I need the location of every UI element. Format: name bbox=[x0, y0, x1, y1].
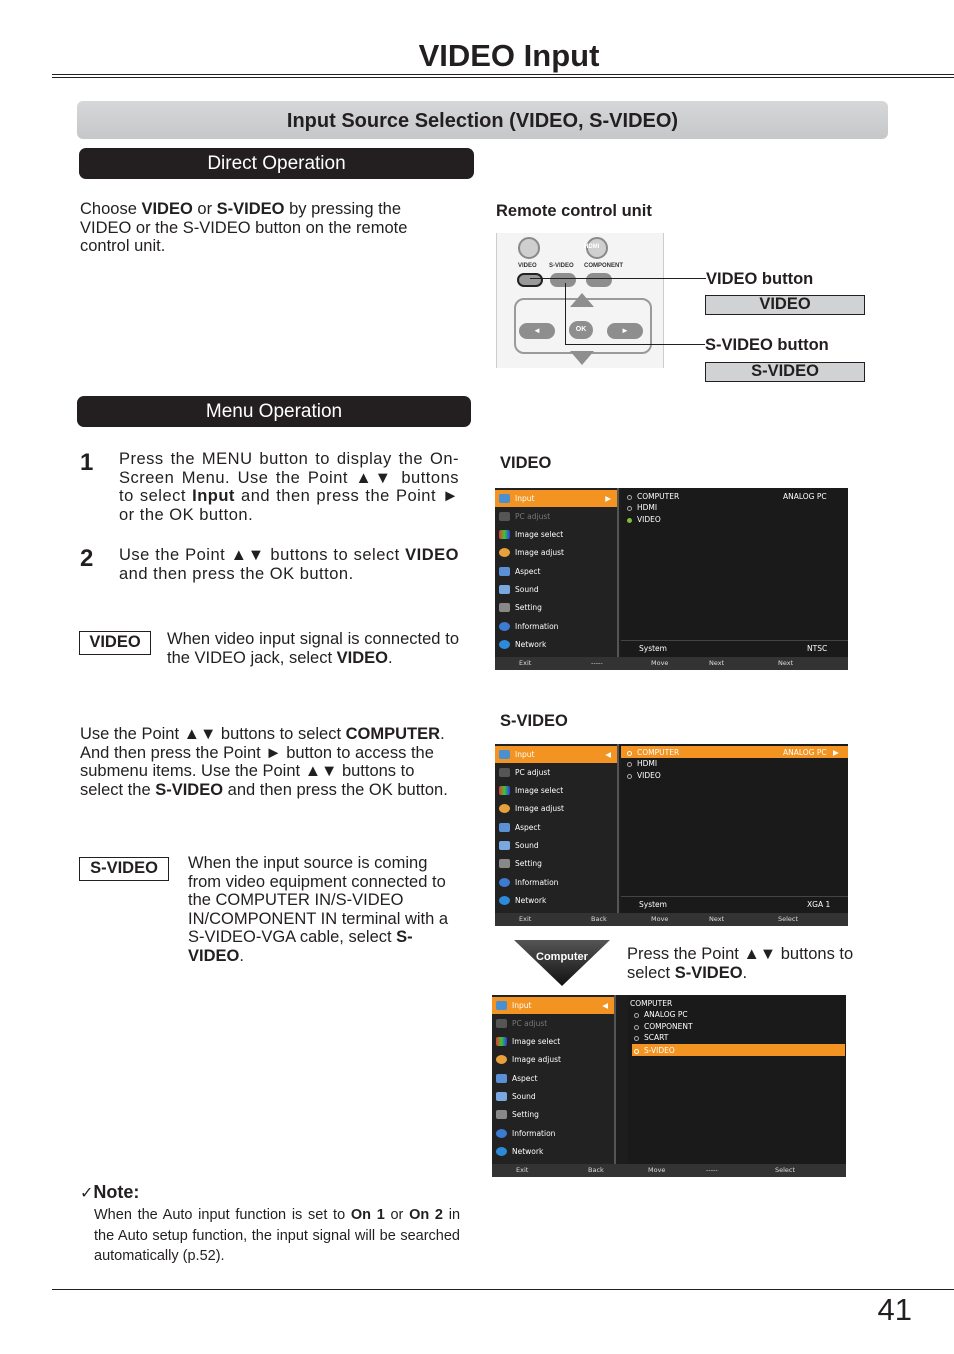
video-tag-description: When video input signal is connected to the VIDEO jack, select VIDEO. bbox=[167, 630, 459, 667]
direct-operation-heading: Direct Operation bbox=[79, 148, 474, 179]
menu-operation-heading: Menu Operation bbox=[77, 396, 471, 427]
direct-operation-text: Choose VIDEO or S-VIDEO by pressing the VIDEO or the S-VIDEO button on the remote control unit. bbox=[80, 200, 408, 255]
osd-item-input: Input ◀ bbox=[492, 997, 614, 1014]
video-callout-line bbox=[530, 278, 706, 279]
osd-item-image-select: Image select bbox=[495, 526, 617, 543]
osd-system-value: XGA 1 bbox=[807, 900, 831, 909]
osd-item-aspect: Aspect bbox=[495, 819, 617, 836]
video-key bbox=[518, 237, 540, 259]
osd-item-pc-adjust: PC adjust bbox=[492, 1015, 614, 1032]
osd-menu-video bbox=[495, 488, 848, 670]
osd-footer: Exit Back Move ----- Select bbox=[492, 1164, 846, 1177]
osd-item-aspect: Aspect bbox=[492, 1070, 614, 1087]
osd-menu-computer-submenu bbox=[492, 995, 846, 1177]
osd-analog-pc-label: ANALOG PC ▶ bbox=[783, 748, 839, 757]
computer-arrow-icon bbox=[514, 940, 610, 986]
svideo-callout-vertical bbox=[565, 283, 566, 345]
svideo-key-label: S-VIDEO bbox=[549, 263, 574, 269]
osd-item-network: Network bbox=[492, 1143, 614, 1160]
osd-item-information: Information bbox=[492, 1125, 614, 1142]
ok-key: OK bbox=[569, 321, 593, 339]
title-rule bbox=[52, 74, 954, 75]
osd-computer-submenu bbox=[628, 995, 846, 1164]
press-instructions: Press the Point ▲▼ buttons to select S-VIDEO. bbox=[627, 945, 854, 982]
up-arrow-icon bbox=[570, 293, 594, 307]
osd-item-information: Information bbox=[495, 618, 617, 635]
left-arrow-icon: ◄ bbox=[519, 323, 555, 339]
osd-item-sound: Sound bbox=[495, 837, 617, 854]
video-button-tag: VIDEO bbox=[705, 295, 865, 315]
osd-option-computer: COMPUTER bbox=[627, 492, 679, 501]
osd-option-video: VIDEO bbox=[627, 771, 661, 780]
osd-option-computer: COMPUTER bbox=[627, 748, 679, 757]
osd-item-image-adjust: Image adjust bbox=[495, 544, 617, 561]
note-text: When the Auto input function is set to On 1 or On 2 in the Auto setup function, the input signal will be searched automatically (p.52). bbox=[94, 1207, 461, 1264]
video-menu-label: VIDEO bbox=[500, 454, 552, 472]
down-arrow-icon bbox=[570, 351, 594, 365]
video-tag: VIDEO bbox=[79, 631, 151, 655]
computer-instructions: Use the Point ▲▼ buttons to select COMPUTER. And then press the Point ► button to access the submenu items. Use the Point ▲▼ buttons to select the S-VIDEO and then press the OK button. bbox=[80, 725, 448, 799]
osd-item-pc-adjust: PC adjust bbox=[495, 764, 617, 781]
osd-item-pc-adjust: PC adjust bbox=[495, 508, 617, 525]
osd-option-hdmi: HDMI bbox=[627, 503, 657, 512]
osd-item-image-select: Image select bbox=[492, 1033, 614, 1050]
osd-system-label: System bbox=[639, 900, 667, 909]
svideo-button-label: S-VIDEO button bbox=[705, 336, 829, 354]
remote-control-image bbox=[496, 233, 664, 368]
osd-menu-list bbox=[495, 744, 619, 913]
osd-item-aspect: Aspect bbox=[495, 563, 617, 580]
osd-option-video: VIDEO bbox=[627, 515, 661, 524]
osd-item-image-select: Image select bbox=[495, 782, 617, 799]
section-title: Input Source Selection (VIDEO, S-VIDEO) bbox=[286, 110, 679, 132]
osd-item-setting: Setting bbox=[492, 1106, 614, 1123]
osd-option-component: COMPONENT bbox=[634, 1022, 693, 1031]
osd-computer-header: COMPUTER bbox=[630, 999, 673, 1008]
osd-item-network: Network bbox=[495, 636, 617, 653]
right-arrow-icon: ► bbox=[607, 323, 643, 339]
title-rule-double bbox=[52, 77, 954, 78]
step-1-text: Press the MENU button to display the On-Screen Menu. Use the Point ▲▼ buttons to select Input and then press the Point ► or the OK button. bbox=[119, 450, 459, 524]
note-heading: ✓Note: bbox=[80, 1182, 140, 1202]
osd-item-sound: Sound bbox=[495, 581, 617, 598]
osd-footer: Exit Back Move Next Select bbox=[495, 913, 848, 926]
remote-label: Remote control unit bbox=[496, 202, 652, 220]
video-button-label: VIDEO button bbox=[706, 270, 814, 288]
osd-system-label: System bbox=[639, 644, 667, 653]
video-key-label: VIDEO bbox=[518, 263, 537, 269]
svideo-callout-line bbox=[565, 344, 705, 345]
svideo-menu-label: S-VIDEO bbox=[500, 712, 568, 730]
osd-menu-list bbox=[495, 488, 619, 657]
svideo-tag: S-VIDEO bbox=[79, 857, 169, 881]
osd-system-value: NTSC bbox=[807, 644, 828, 653]
osd-item-image-adjust: Image adjust bbox=[492, 1051, 614, 1068]
osd-submenu bbox=[621, 744, 848, 913]
component-button-key bbox=[586, 273, 612, 287]
check-icon: ✓ bbox=[80, 1185, 94, 1202]
osd-item-network: Network bbox=[495, 892, 617, 909]
svideo-tag-description: When the input source is coming from video equipment connected to the COMPUTER IN/S-VIDEO IN/COMPONENT IN terminal with a S-VIDEO-VGA cable, select S-VIDEO. bbox=[188, 854, 449, 965]
hdmi-key-label: HDMI bbox=[584, 244, 600, 250]
svideo-button-key bbox=[550, 273, 576, 287]
step-2-number: 2 bbox=[80, 545, 94, 572]
footer-rule bbox=[52, 1289, 954, 1290]
step-1-number: 1 bbox=[80, 449, 94, 476]
osd-option-analog-pc: ANALOG PC bbox=[634, 1010, 688, 1019]
osd-option-hdmi: HDMI bbox=[627, 759, 657, 768]
osd-option-svideo: S-VIDEO bbox=[634, 1046, 675, 1055]
osd-menu-list bbox=[492, 995, 616, 1164]
component-key-label: COMPONENT bbox=[584, 263, 623, 269]
osd-submenu bbox=[621, 488, 848, 657]
osd-item-image-adjust: Image adjust bbox=[495, 800, 617, 817]
osd-item-information: Information bbox=[495, 874, 617, 891]
osd-menu-computer bbox=[495, 744, 848, 926]
svideo-button-tag: S-VIDEO bbox=[705, 362, 865, 382]
osd-item-setting: Setting bbox=[495, 599, 617, 616]
osd-analog-pc-label: ANALOG PC bbox=[783, 492, 827, 501]
osd-option-scart: SCART bbox=[634, 1033, 668, 1042]
page-number: 41 bbox=[877, 1292, 912, 1327]
step-2-text: Use the Point ▲▼ buttons to select VIDEO and then press the OK button. bbox=[119, 546, 459, 583]
page-title: VIDEO Input bbox=[418, 38, 600, 73]
osd-item-input: Input ◀ bbox=[495, 746, 617, 763]
video-button-key bbox=[517, 273, 543, 287]
osd-item-sound: Sound bbox=[492, 1088, 614, 1105]
computer-arrow-label: Computer bbox=[536, 951, 588, 963]
osd-item-setting: Setting bbox=[495, 855, 617, 872]
osd-item-input: Input ▶ bbox=[495, 490, 617, 507]
osd-footer: Exit ----- Move Next Next bbox=[495, 657, 848, 670]
